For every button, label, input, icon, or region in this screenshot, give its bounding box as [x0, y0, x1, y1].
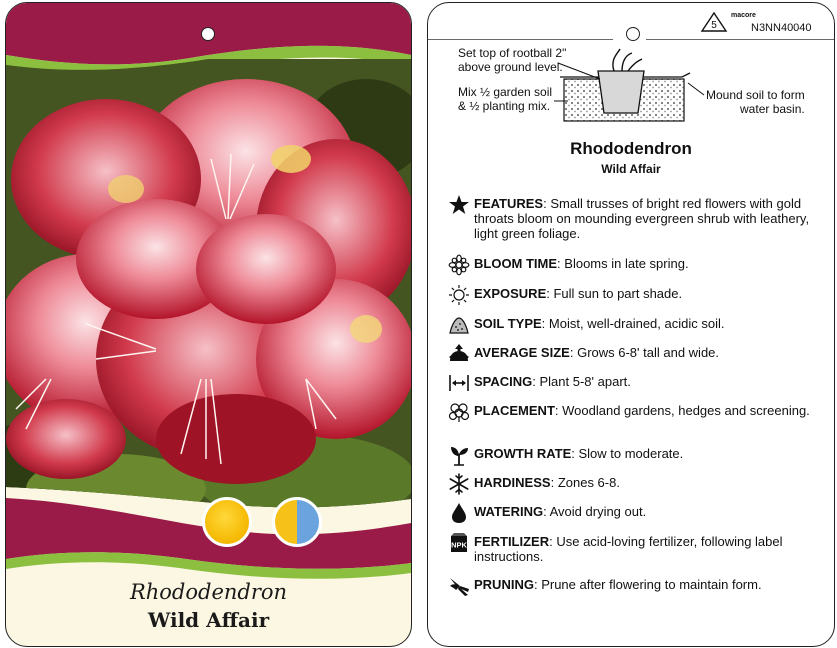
- flower-icon: [448, 254, 470, 276]
- npk-icon: [448, 532, 470, 554]
- back-cultivar-title: Wild Affair: [601, 162, 661, 176]
- feature-row: WATERING: Avoid drying out.: [448, 504, 824, 524]
- recycle-icon: [700, 11, 728, 33]
- soil-icon: [448, 314, 470, 336]
- feature-row: SPACING: Plant 5-8' apart.: [448, 374, 824, 394]
- feature-row: NPK FERTILIZER: Use acid-loving fertilizer, following label instructions.: [448, 534, 824, 564]
- feature-row: PLACEMENT: Woodland gardens, hedges and screening.: [448, 403, 824, 423]
- sun-icon: [448, 284, 470, 306]
- water-drop-icon: [448, 502, 470, 524]
- hang-hole: [201, 27, 215, 41]
- pruner-icon: [448, 575, 470, 597]
- feature-row: SOIL TYPE: Moist, well-drained, acidic soil.: [448, 316, 824, 336]
- feature-row: EXPOSURE: Full sun to part shade.: [448, 286, 824, 306]
- recycle-number: 5: [711, 20, 717, 31]
- feature-row: FEATURES: Small trusses of bright red flowers with gold throats bloom on mounding evergreen shrub with leathery, light green foliage.: [448, 196, 824, 241]
- sun-full-icon: [202, 497, 252, 547]
- spacing-icon: [448, 372, 470, 394]
- snowflake-icon: [448, 473, 470, 495]
- star-icon: [448, 194, 470, 216]
- feature-row: PRUNING: Prune after flowering to maintain form.: [448, 577, 824, 597]
- front-cultivar-title: Wild Affair: [147, 608, 270, 632]
- product-code: N3NN40040: [751, 22, 812, 34]
- sun-partial-icon: [272, 497, 322, 547]
- feature-row: BLOOM TIME: Blooms in late spring.: [448, 256, 824, 276]
- feature-row: HARDINESS: Zones 6-8.: [448, 475, 824, 495]
- back-tag: [427, 2, 835, 647]
- brand-mark: macore: [731, 12, 756, 19]
- sprout-icon: [448, 444, 470, 466]
- mound-instruction: Mound soil to form water basin.: [706, 88, 805, 116]
- back-genus-title: Rhododendron: [570, 139, 692, 158]
- feature-row: AVERAGE SIZE: Grows 6-8' tall and wide.: [448, 345, 824, 365]
- placement-icon: [448, 401, 470, 423]
- size-icon: [448, 343, 470, 365]
- divider: [428, 39, 834, 40]
- feature-row: GROWTH RATE: Slow to moderate.: [448, 446, 824, 466]
- rhododendron-flower-photo: [6, 59, 411, 509]
- front-genus-title: Rhododendron: [129, 580, 288, 604]
- front-tag: [5, 2, 412, 647]
- svg-text:NPK: NPK: [451, 540, 467, 550]
- soil-mix-instruction: Mix ½ garden soil & ½ planting mix.: [458, 85, 553, 113]
- rootball-instruction: Set top of rootball 2" above ground level.: [458, 46, 567, 74]
